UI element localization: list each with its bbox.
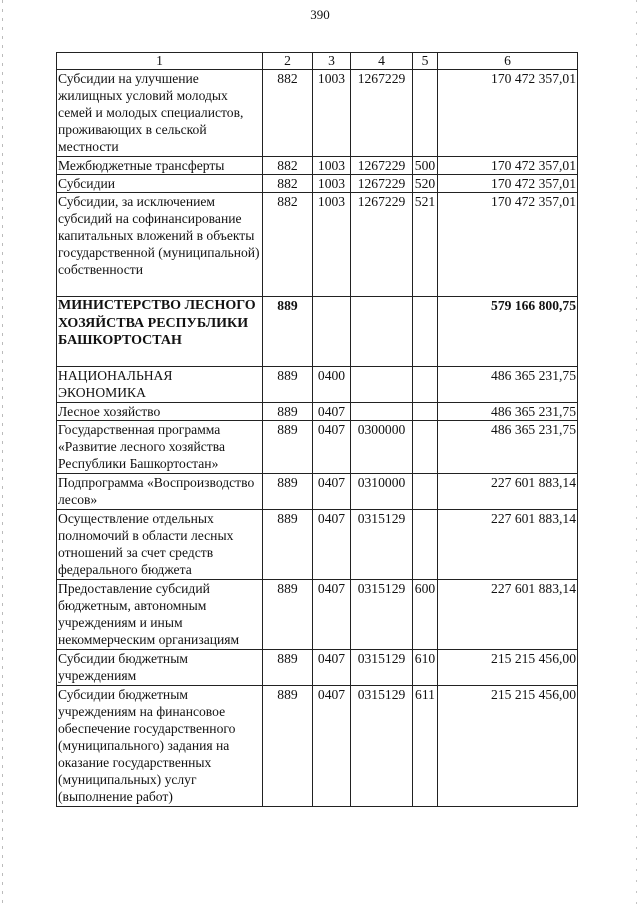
row-col5-cell [413,474,438,510]
row-col4-cell: 0310000 [351,474,413,510]
row-col5-cell [413,70,438,157]
row-name-cell: МИНИСТЕРСТВО ЛЕСНОГО ХОЗЯЙСТВА РЕСПУБЛИКИ БАШКОРТОСТАН [57,297,263,367]
row-col3-cell: 1003 [313,193,351,297]
row-col5-cell: 611 [413,686,438,807]
row-col3-cell: 0407 [313,474,351,510]
row-col2-cell: 889 [263,297,313,367]
scan-edge-left [2,0,3,905]
table-row [57,367,578,403]
row-col2-cell: 889 [263,367,313,403]
row-amount-cell: 227 601 883,14 [438,474,578,510]
row-col3-cell: 0407 [313,580,351,650]
row-name-cell: Субсидии бюджетным учреждениям [57,650,263,686]
row-col4-cell: 0315129 [351,580,413,650]
row-col5-cell [413,367,438,403]
row-col4-cell [351,367,413,403]
row-col4-cell: 0315129 [351,650,413,686]
row-col2-cell: 889 [263,403,313,421]
table-row [57,686,578,807]
row-name-cell: Лесное хозяйство [57,403,263,421]
row-name-cell: Государственная программа «Развитие лесного хозяйства Республики Башкортостан» [57,421,263,474]
header-row [57,53,578,70]
table-row [57,580,578,650]
row-col2-cell: 889 [263,474,313,510]
row-amount-cell: 215 215 456,00 [438,686,578,807]
row-col5-cell: 600 [413,580,438,650]
row-col3-cell: 0407 [313,403,351,421]
table-row [57,650,578,686]
header-col-2: 2 [263,53,313,70]
row-col4-cell: 1267229 [351,175,413,193]
budget-table [56,52,578,807]
row-amount-cell: 227 601 883,14 [438,510,578,580]
row-name-cell: НАЦИОНАЛЬНАЯ ЭКОНОМИКА [57,367,263,403]
header-col-1: 1 [57,53,263,70]
header-col-5: 5 [413,53,438,70]
row-amount-cell: 170 472 357,01 [438,193,578,297]
header-col-6: 6 [438,53,578,70]
row-col4-cell: 0315129 [351,686,413,807]
row-col2-cell: 889 [263,421,313,474]
row-col3-cell: 0407 [313,421,351,474]
table-row [57,157,578,175]
row-name-cell: Предоставление субсидий бюджетным, автономным учреждениям и иным некоммерческим организациям [57,580,263,650]
row-amount-cell: 486 365 231,75 [438,403,578,421]
table-row [57,510,578,580]
row-name-cell: Осуществление отдельных полномочий в области лесных отношений за счет средств федерального бюджета [57,510,263,580]
row-col2-cell: 889 [263,510,313,580]
row-col3-cell [313,297,351,367]
row-col5-cell [413,403,438,421]
table-body [57,70,578,807]
row-amount-cell: 170 472 357,01 [438,157,578,175]
row-name-cell: Субсидии, за исключением субсидий на софинансирование капитальных вложений в объекты государственной (муниципальной) собственности [57,193,263,297]
row-amount-cell: 215 215 456,00 [438,650,578,686]
table-header [57,53,578,70]
row-col2-cell: 882 [263,70,313,157]
row-col4-cell [351,297,413,367]
row-col5-cell: 500 [413,157,438,175]
row-col5-cell: 610 [413,650,438,686]
row-col2-cell: 889 [263,580,313,650]
scan-edge-right [636,0,637,905]
row-col4-cell: 1267229 [351,70,413,157]
row-col5-cell [413,510,438,580]
row-col4-cell [351,403,413,421]
row-col4-cell: 0315129 [351,510,413,580]
row-amount-cell: 227 601 883,14 [438,580,578,650]
table-row [57,474,578,510]
row-col4-cell: 0300000 [351,421,413,474]
row-name-cell: Субсидии бюджетным учреждениям на финансовое обеспечение государственного (муниципального) задания на оказание государственных (муниципальных) услуг (выполнение работ) [57,686,263,807]
row-col5-cell [413,297,438,367]
row-amount-cell: 579 166 800,75 [438,297,578,367]
row-col5-cell: 520 [413,175,438,193]
row-col3-cell: 0407 [313,650,351,686]
table-row [57,175,578,193]
header-col-3: 3 [313,53,351,70]
row-col2-cell: 882 [263,193,313,297]
header-col-4: 4 [351,53,413,70]
row-col2-cell: 889 [263,650,313,686]
table-row [57,403,578,421]
row-amount-cell: 170 472 357,01 [438,175,578,193]
row-col3-cell: 0400 [313,367,351,403]
row-col3-cell: 0407 [313,686,351,807]
row-col5-cell [413,421,438,474]
table-row [57,297,578,367]
row-name-cell: Субсидии [57,175,263,193]
row-col5-cell: 521 [413,193,438,297]
row-col3-cell: 1003 [313,157,351,175]
row-col2-cell: 882 [263,157,313,175]
row-amount-cell: 486 365 231,75 [438,421,578,474]
row-col2-cell: 882 [263,175,313,193]
row-col4-cell: 1267229 [351,193,413,297]
row-name-cell: Субсидии на улучшение жилищных условий молодых семей и молодых специалистов, проживающих в сельской местности [57,70,263,157]
page-number: 390 [310,7,330,22]
row-name-cell: Подпрограмма «Воспроизводство лесов» [57,474,263,510]
table-row [57,70,578,157]
row-name-cell: Межбюджетные трансферты [57,157,263,175]
row-col3-cell: 0407 [313,510,351,580]
table-row [57,193,578,297]
table-row [57,421,578,474]
row-col2-cell: 889 [263,686,313,807]
row-col3-cell: 1003 [313,175,351,193]
row-amount-cell: 486 365 231,75 [438,367,578,403]
row-col3-cell: 1003 [313,70,351,157]
row-amount-cell: 170 472 357,01 [438,70,578,157]
row-col4-cell: 1267229 [351,157,413,175]
